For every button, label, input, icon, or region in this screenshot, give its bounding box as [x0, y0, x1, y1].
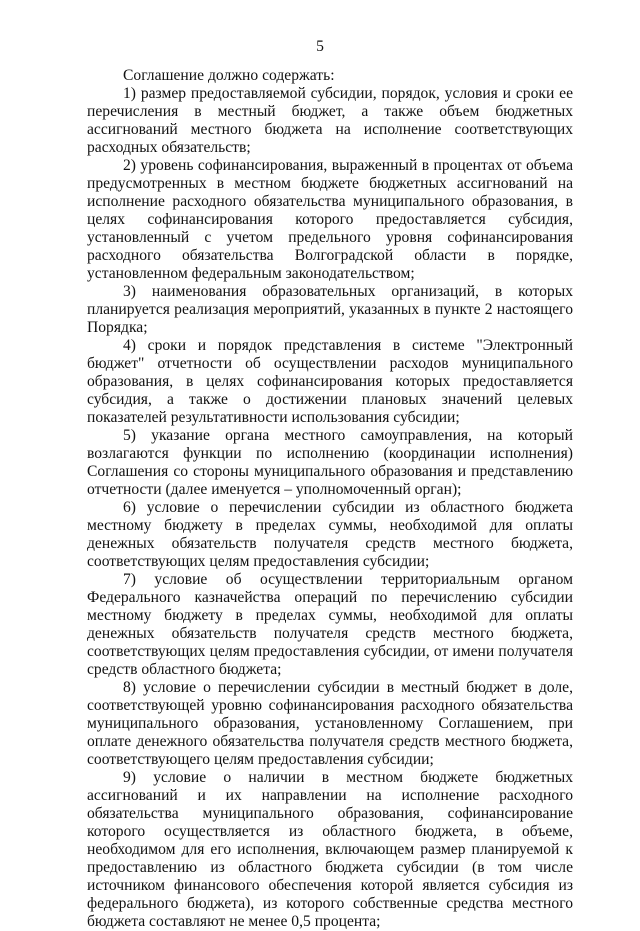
list-item: 7) условие об осуществлении территориальным органом Федерального казначейства операций по перечислению субсидии местному бюджету в пределах суммы, необходимой для оплаты денежных обязательств получателя средств местного бюджета, соответствующих целям предоставления субсидии, от имени получателя средств областного бюджета; — [87, 571, 573, 678]
list-item: 3) наименования образовательных организаций, в которых планируется реализация мероприятий, указанных в пункте 2 настоящего Порядка; — [87, 283, 573, 336]
list-item: 9) условие о наличии в местном бюджете бюджетных ассигнований и их направлении на исполнение расходного обязательства муниципального образования, софинансирование которого осуществляется из областного бюджета, в объеме, необходимом для его исполнения, включающем размер планируемой к предоставлению из областного бюджета субсидии (в том числе источником финансового обеспечения которой является субсидия из федерального бюджета), из которого собственные средства местного бюджета составляют не менее 0,5 процента; — [87, 769, 573, 930]
list-item: 6) условие о перечислении субсидии из областного бюджета местному бюджету в пределах суммы, необходимой для оплаты денежных обязательств получателя средств местного бюджета, соответствующих целям предоставления субсидии; — [87, 499, 573, 570]
list-item: 4) сроки и порядок представления в системе "Электронный бюджет" отчетности об осуществлении расходов муниципального образования, в целях софинансирования которых предоставляется субсидия, а также о достижении плановых значений целевых показателей результативности использования субсидии; — [87, 337, 573, 426]
list-item: 8) условие о перечислении субсидии в местный бюджет в доле, соответствующей уровню софинансирования расходного обязательства муниципального образования, установленному Соглашением, при оплате денежного обязательства получателя средств местного бюджета, соответствующего целям предоставления субсидии; — [87, 679, 573, 768]
list-item: 1) размер предоставляемой субсидии, порядок, условия и сроки ее перечисления в местный бюджет, а также объем бюджетных ассигнований местного бюджета на исполнение соответствующих расходных обязательств; — [87, 85, 573, 156]
page-number: 5 — [316, 38, 324, 55]
list-item: 2) уровень софинансирования, выраженный в процентах от объема предусмотренных в местном бюджете бюджетных ассигнований на исполнение расходного обязательства муниципального образования, в целях софинансирования которого предоставляется субсидия, установленный с учетом предельного уровня софинансирования расходного обязательства Волгоградской области в порядке, установленном федеральным законодательством; — [87, 157, 573, 282]
intro-paragraph: Соглашение должно содержать: — [123, 67, 335, 84]
document-body — [87, 67, 573, 931]
list-item: 5) указание органа местного самоуправления, на который возлагаются функции по исполнению (координации исполнения) Соглашения со стороны муниципального образования и представлению отчетности (далее именуется – уполномоченный орган); — [87, 427, 573, 498]
